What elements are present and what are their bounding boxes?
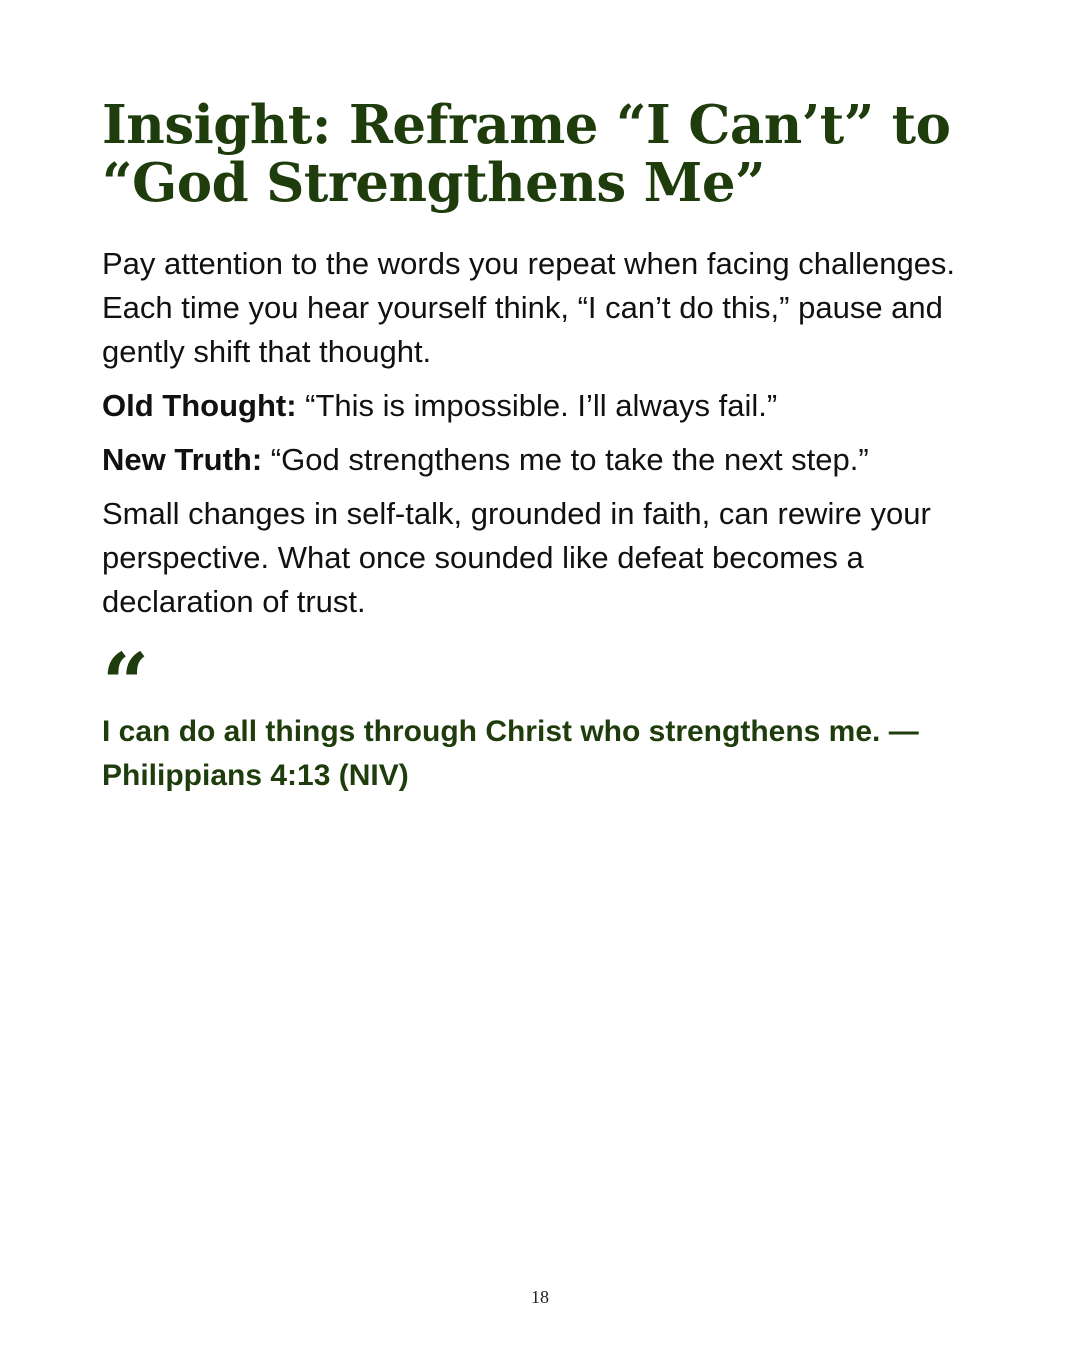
intro-paragraph: Pay attention to the words you repeat when facing challenges. Each time you hear yourself think, “I can’t do this,” pause and gently shift that thought. (102, 246, 956, 369)
new-truth-text: “God strengthens me to take the next step.” (262, 442, 869, 477)
verse-line-2: Philippians 4:13 (NIV) (102, 759, 409, 792)
verse-line-1: I can do all things through Christ who strengthens me. — (102, 715, 919, 748)
new-truth-paragraph (102, 438, 982, 482)
title-line-1: Insight: Reframe “I Can’t” to (102, 94, 951, 156)
closing-paragraph: Small changes in self-talk, grounded in faith, can rewire your perspective. What once sounded like defeat becomes a declaration of trust. (102, 496, 931, 619)
page-content (102, 96, 982, 798)
title-line-2: “God Strengthens Me” (102, 152, 766, 214)
old-thought-label: Old Thought: (102, 388, 297, 423)
page-number: 18 (531, 1287, 549, 1307)
quote-mark-icon: “ (102, 636, 150, 732)
old-thought-paragraph (102, 384, 982, 428)
page-title (102, 96, 982, 212)
new-truth-label: New Truth: (102, 442, 263, 477)
scripture-quote (102, 710, 982, 798)
old-thought-text: “This is impossible. I’ll always fail.” (296, 388, 778, 423)
